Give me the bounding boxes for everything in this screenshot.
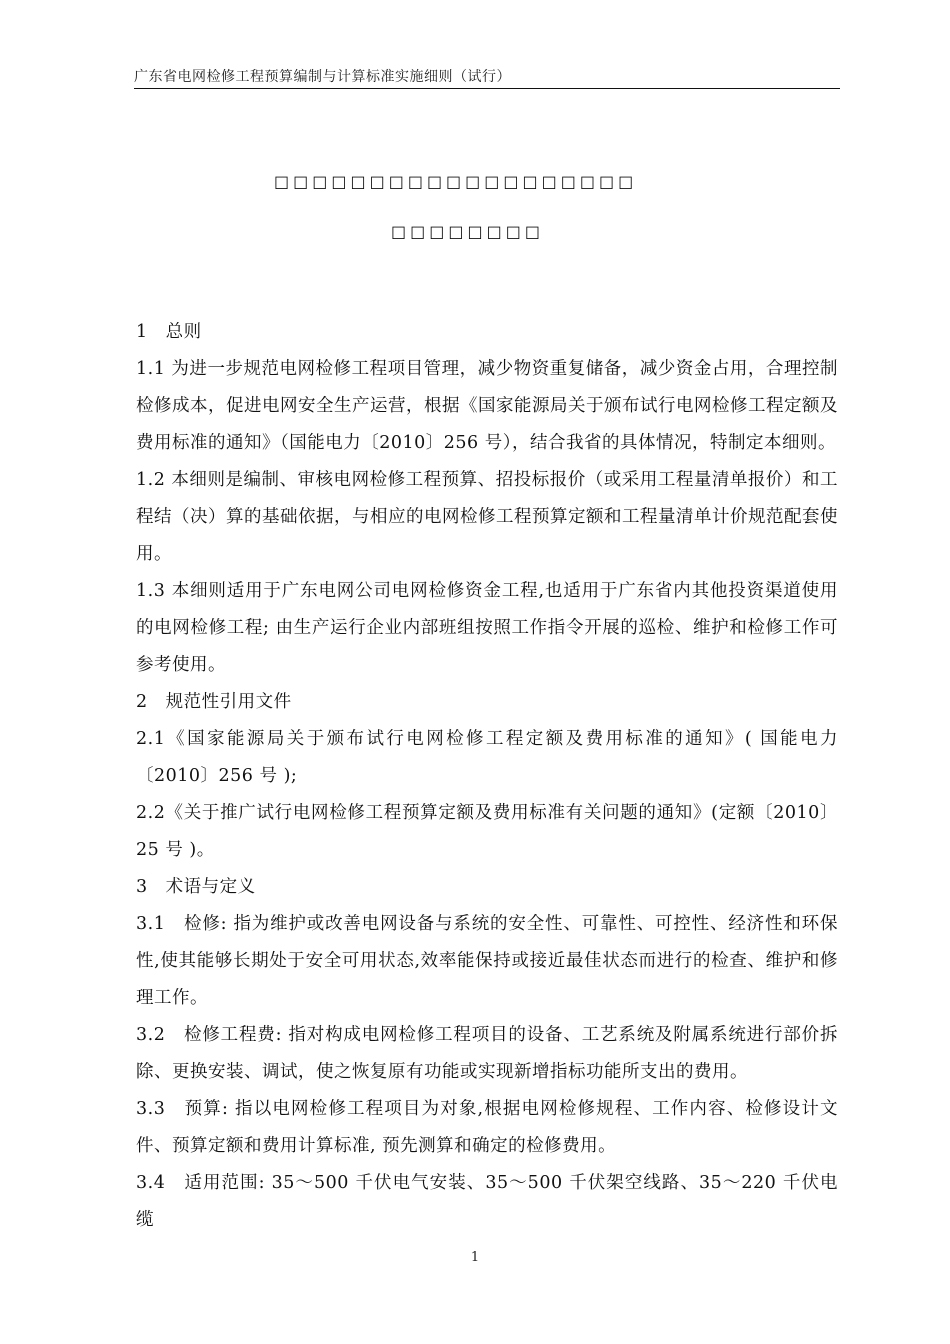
running-header: 广东省电网检修工程预算编制与计算标准实施细则（试行）: [134, 69, 511, 85]
paragraph: 1.1 为进一步规范电网检修工程项目管理，减少物资重复储备，减少资金占用，合理控制检修成本，促进电网安全生产运营，根据《国家能源局关于颁布试行电网检修工程定额及费用标准的通知》（国能电力〔2010〕256 号），结合我省的具体情况，特制定本细则。: [136, 359, 838, 453]
section-heading: 3 术语与定义: [136, 877, 256, 897]
document-title-line-1: □□□□□□□□□□□□□□□□□□□: [274, 172, 638, 191]
document-title-line-2: □□□□□□□□: [391, 222, 544, 241]
paragraph: 1.2 本细则是编制、审核电网检修工程预算、招投标报价（或采用工程量清单报价）和工程结（决）算的基础依据，与相应的电网检修工程预算定额和工程量清单计价规范配套使用。: [136, 470, 838, 564]
body-text: [136, 314, 838, 1239]
paragraph: 1.3 本细则适用于广东电网公司电网检修资金工程,也适用于广东省内其他投资渠道使用的电网检修工程; 由生产运行企业内部班组按照工作指令开展的巡检、维护和检修工作可参考使用。: [136, 581, 838, 675]
page-number: 1: [470, 1250, 480, 1265]
paragraph: 3.2 检修工程费: 指对构成电网检修工程项目的设备、工艺系统及附属系统进行部价拆除、更换安装、调试，使之恢复原有功能或实现新增指标功能所支出的费用。: [136, 1025, 838, 1082]
paragraph: 3.3 预算: 指以电网检修工程项目为对象,根据电网检修规程、工作内容、检修设计文件、预算定额和费用计算标准, 预先测算和确定的检修费用。: [136, 1099, 838, 1156]
section-heading: 1 总则: [136, 322, 202, 342]
paragraph: 2.2《关于推广试行电网检修工程预算定额及费用标准有关问题的通知》(定额〔2010〕25 号 )。: [136, 803, 838, 860]
header-rule: [134, 88, 840, 89]
section-heading: 2 规范性引用文件: [136, 692, 292, 712]
paragraph: 3.4 适用范围: 35～500 千伏电气安装、35～500 千伏架空线路、35～220 千伏电缆: [136, 1173, 838, 1230]
paragraph: 2.1《国家能源局关于颁布试行电网检修工程定额及费用标准的通知》( 国能电力〔2010〕256 号 );: [136, 729, 838, 786]
paragraph: 3.1 检修: 指为维护或改善电网设备与系统的安全性、可靠性、可控性、经济性和环保性,使其能够长期处于安全可用状态,效率能保持或接近最佳状态而进行的检查、维护和修理工作。: [136, 914, 838, 1008]
